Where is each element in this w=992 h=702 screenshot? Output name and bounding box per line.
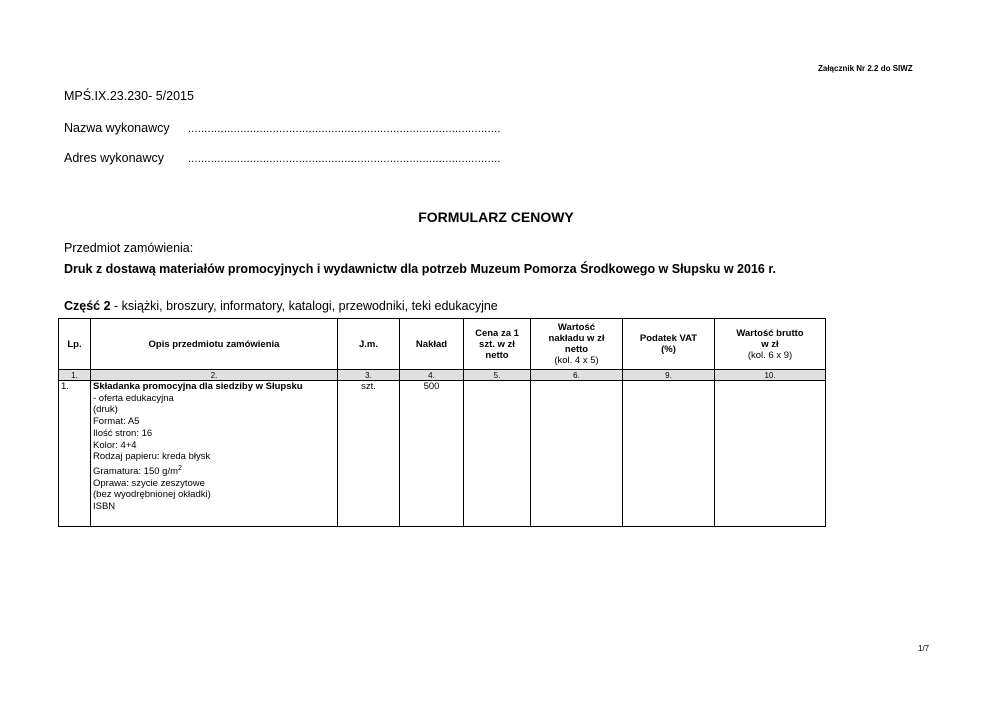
price-table [58,318,826,527]
subject-label: Przedmiot zamówienia: [64,241,194,255]
header-unit: J.m. [338,319,400,370]
item-title: Składanka promocyjna dla siedziby w Słupsku [93,381,303,392]
item-line: Oprawa: szycie zeszytowe [93,477,205,489]
header-unit-price-line2: szt. w zł [479,338,515,350]
table-header-row [59,319,826,370]
subject-text: Druk z dostawą materiałów promocyjnych i wydawnictw dla potrzeb Muzeum Pomorza Środkowego w Słupsku w 2016 r. [64,262,776,276]
header-lp: Lp. [59,319,91,370]
row-unit-price-cell[interactable] [464,381,531,527]
column-number: 6. [531,370,623,381]
part-description: - książki, broszury, informatory, katalogi, przewodniki, teki edukacyjne [110,299,498,313]
column-number: 1. [59,370,91,381]
item-line: Kolor: 4+4 [93,439,137,451]
column-number: 4. [400,370,464,381]
header-unit-price-line1: Cena za 1 [475,327,519,339]
header-net-value-line3: netto [564,344,589,355]
header-gross-value-line3: (kol. 6 x 9) [747,349,793,361]
column-number: 9. [623,370,715,381]
reference-number: MPŚ.IX.23.230- 5/2015 [64,89,194,103]
header-net-value [531,319,623,370]
annex-label: Załącznik Nr 2.2 do SIWZ [818,64,913,73]
header-gross-value-line1: Wartość brutto [736,327,804,339]
item-line: Ilość stron: 16 [93,427,153,439]
header-quantity: Nakład [400,319,464,370]
contractor-name-label: Nazwa wykonawcy [64,121,170,135]
header-gross-value [715,319,826,370]
item-grammage [93,463,335,478]
contractor-name-field: ................................................................................................ [188,123,501,135]
page-number: 1/7 [918,644,930,653]
header-gross-value-line2: w zł [761,338,779,350]
column-number: 10. [715,370,826,381]
header-unit-price-line3: netto [485,349,509,361]
grammage-superscript: 2 [178,464,182,472]
row-description [91,381,338,527]
row-gross-value-cell[interactable] [715,381,826,527]
header-unit-price [464,319,531,370]
row-net-value-cell[interactable] [531,381,623,527]
item-line: Rodzaj papieru: kreda błysk [93,451,211,463]
contractor-address-label: Adres wykonawcy [64,151,165,165]
row-vat-cell[interactable] [623,381,715,527]
part-number: Część 2 [64,299,111,313]
header-description: Opis przedmiotu zamówienia [91,319,338,370]
item-line: (druk) [93,404,118,416]
item-line: ISBN [93,501,116,513]
header-net-value-line1: Wartość [557,322,596,333]
grammage-text: Gramatura: 150 g/m [93,466,179,478]
form-title: FORMULARZ CENOWY [418,209,574,225]
row-lp: 1. [59,381,91,527]
row-quantity: 500 [400,381,464,527]
column-number: 5. [464,370,531,381]
header-vat [623,319,715,370]
header-net-value-line4: (kol. 4 x 5) [554,355,599,366]
item-line: Format: A5 [93,416,140,428]
row-unit: szt. [338,381,400,527]
header-vat-line2: (%) [661,344,676,355]
item-line: - oferta edukacyjna [93,392,174,404]
contractor-address-field: ................................................................................................ [188,153,501,165]
header-vat-line1: Podatek VAT [639,333,698,344]
column-number: 2. [91,370,338,381]
table-row [59,381,826,527]
column-number: 3. [338,370,400,381]
header-net-value-line2: nakładu w zł [548,333,605,344]
part-heading [64,299,498,313]
column-number-row [59,370,826,381]
item-line: (bez wyodrębnionej okładki) [93,489,211,501]
